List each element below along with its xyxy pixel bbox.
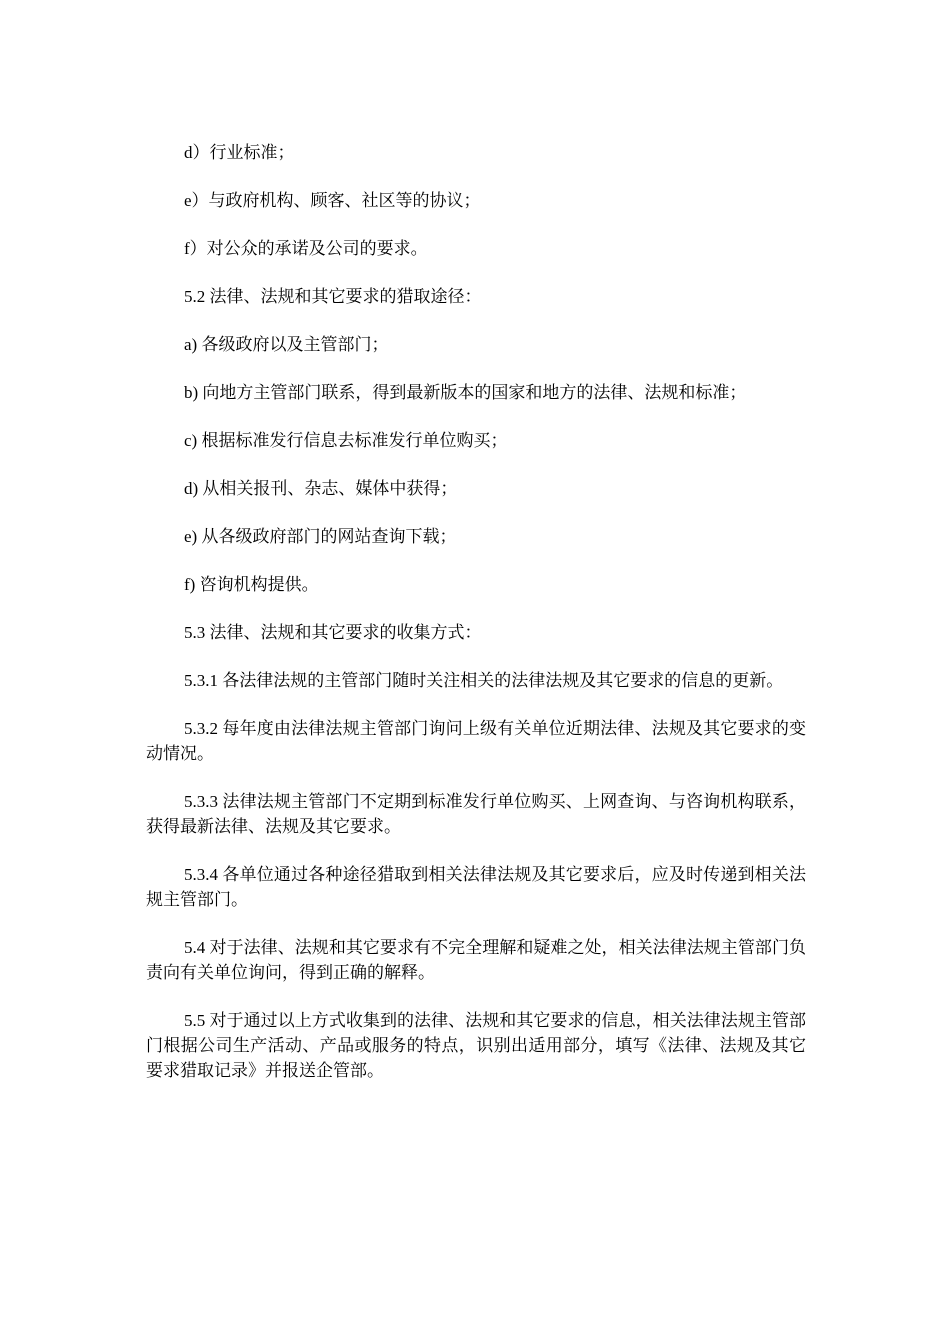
- paragraph-public-commitments: f）对公众的承诺及公司的要求。: [184, 239, 428, 258]
- paragraph-5-2-f: f) 咨询机构提供。: [184, 575, 319, 594]
- paragraph-5-3-1: 5.3.1 各法律法规的主管部门随时关注相关的法律法规及其它要求的信息的更新。: [184, 671, 784, 690]
- paragraph-agreements: e）与政府机构、顾客、社区等的协议；: [184, 191, 481, 210]
- paragraph-5-3-3: 5.3.3 法律法规主管部门不定期到标准发行单位购买、上网查询、与咨询机构联系，获得最新法律、法规及其它要求。: [146, 792, 806, 836]
- document-page: [146, 140, 806, 1106]
- paragraph-5-5: 5.5 对于通过以上方式收集到的法律、法规和其它要求的信息，相关法律法规主管部门根据公司生产活动、产品或服务的特点，识别出适用部分，填写《法律、法规及其它要求猎取记录》并报送企管部。: [146, 1011, 806, 1080]
- paragraph-5-2-e: e) 从各级政府部门的网站查询下载；: [184, 527, 457, 546]
- paragraph-5-2-d: d) 从相关报刊、杂志、媒体中获得；: [184, 479, 458, 498]
- paragraph-5-2-b: b) 向地方主管部门联系，得到最新版本的国家和地方的法律、法规和标准；: [184, 383, 747, 402]
- paragraph-5-3-4: 5.3.4 各单位通过各种途径猎取到相关法律法规及其它要求后，应及时传递到相关法规主管部门。: [146, 865, 806, 909]
- paragraph-5-2-a: a) 各级政府以及主管部门；: [184, 335, 389, 354]
- paragraph-industry-standards: d）行业标准；: [184, 143, 295, 162]
- section-heading-5-2: 5.2 法律、法规和其它要求的猎取途径：: [184, 287, 482, 306]
- section-heading-5-3: 5.3 法律、法规和其它要求的收集方式：: [184, 623, 482, 642]
- paragraph-5-3-2: 5.3.2 每年度由法律法规主管部门询问上级有关单位近期法律、法规及其它要求的变动情况。: [146, 719, 806, 763]
- paragraph-5-2-c: c) 根据标准发行信息去标准发行单位购买；: [184, 431, 508, 450]
- paragraph-5-4: 5.4 对于法律、法规和其它要求有不完全理解和疑难之处，相关法律法规主管部门负责向有关单位询问，得到正确的解释。: [146, 938, 806, 982]
